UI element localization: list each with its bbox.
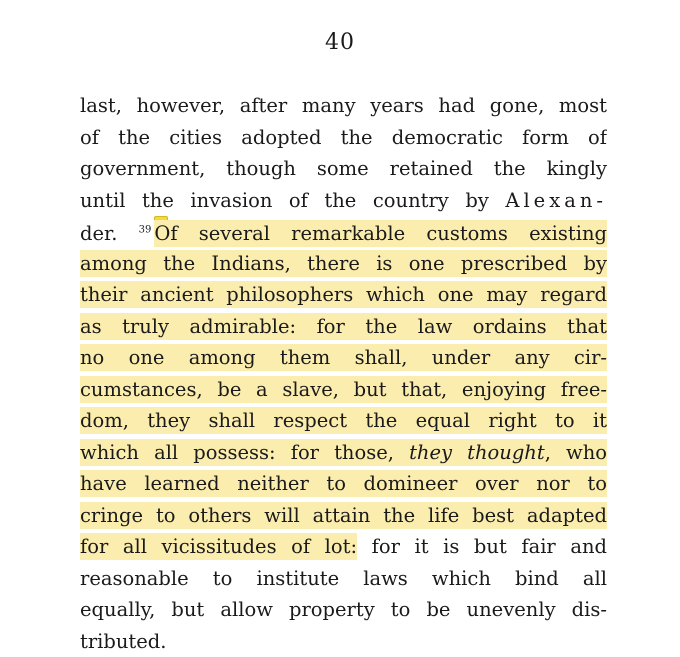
footnote-reference: 39 (139, 225, 152, 236)
text-line (80, 90, 607, 122)
text-line (80, 279, 607, 311)
highlighted-text: their ancient philosophers which one may regard (80, 281, 607, 308)
text-line (80, 468, 607, 500)
highlighted-text: for all vicissitudes of lot: (80, 533, 357, 560)
text-line (80, 500, 607, 532)
line-text: tributed. (80, 630, 167, 653)
text-line (80, 563, 607, 595)
body-text (80, 90, 607, 657)
text-line (80, 437, 607, 469)
highlighted-italic-text: they thought (409, 439, 545, 466)
highlighted-text: as truly admirable: for the law ordains that (80, 313, 607, 340)
text-line (80, 531, 607, 563)
text-line (80, 153, 607, 185)
text-line (80, 248, 607, 280)
highlighted-text: dom, they shall respect the equal right to it (80, 407, 607, 434)
text-line (80, 405, 607, 437)
line-text: last, however, after many years had gone, most (80, 94, 607, 117)
line-text: for it is but fair and (357, 535, 607, 558)
line-text: of the cities adopted the democratic form of (80, 126, 607, 149)
line-text: der. (80, 222, 139, 245)
text-line (80, 374, 607, 406)
highlighted-text: which all possess: for those, (80, 439, 409, 466)
highlighted-text: Of several remarkable customs existing (154, 220, 607, 247)
highlighted-text: cumstances, be a slave, but that, enjoying free- (80, 376, 607, 403)
text-line (80, 311, 607, 343)
text-line (80, 594, 607, 626)
highlighted-text: , who (545, 439, 607, 466)
text-line (80, 342, 607, 374)
text-line (80, 122, 607, 154)
text-line (80, 185, 607, 217)
highlighted-text: have learned neither to domineer over nor to (80, 470, 607, 497)
line-text: reasonable to institute laws which bind all (80, 567, 607, 590)
highlighted-text: among the Indians, there is one prescribed by (80, 250, 607, 277)
line-text-spaced: Alexan- (505, 189, 607, 212)
line-text: government, though some retained the kingly (80, 157, 607, 180)
highlighted-text: cringe to others will attain the life best adapted (80, 502, 607, 529)
line-text: equally, but allow property to be unevenly dis- (80, 598, 607, 621)
text-line (80, 216, 607, 248)
highlighted-text: no one among them shall, under any cir- (80, 344, 607, 371)
line-text: until the invasion of the country by (80, 189, 505, 212)
page-number: 40 (0, 30, 680, 55)
text-line (80, 626, 607, 657)
